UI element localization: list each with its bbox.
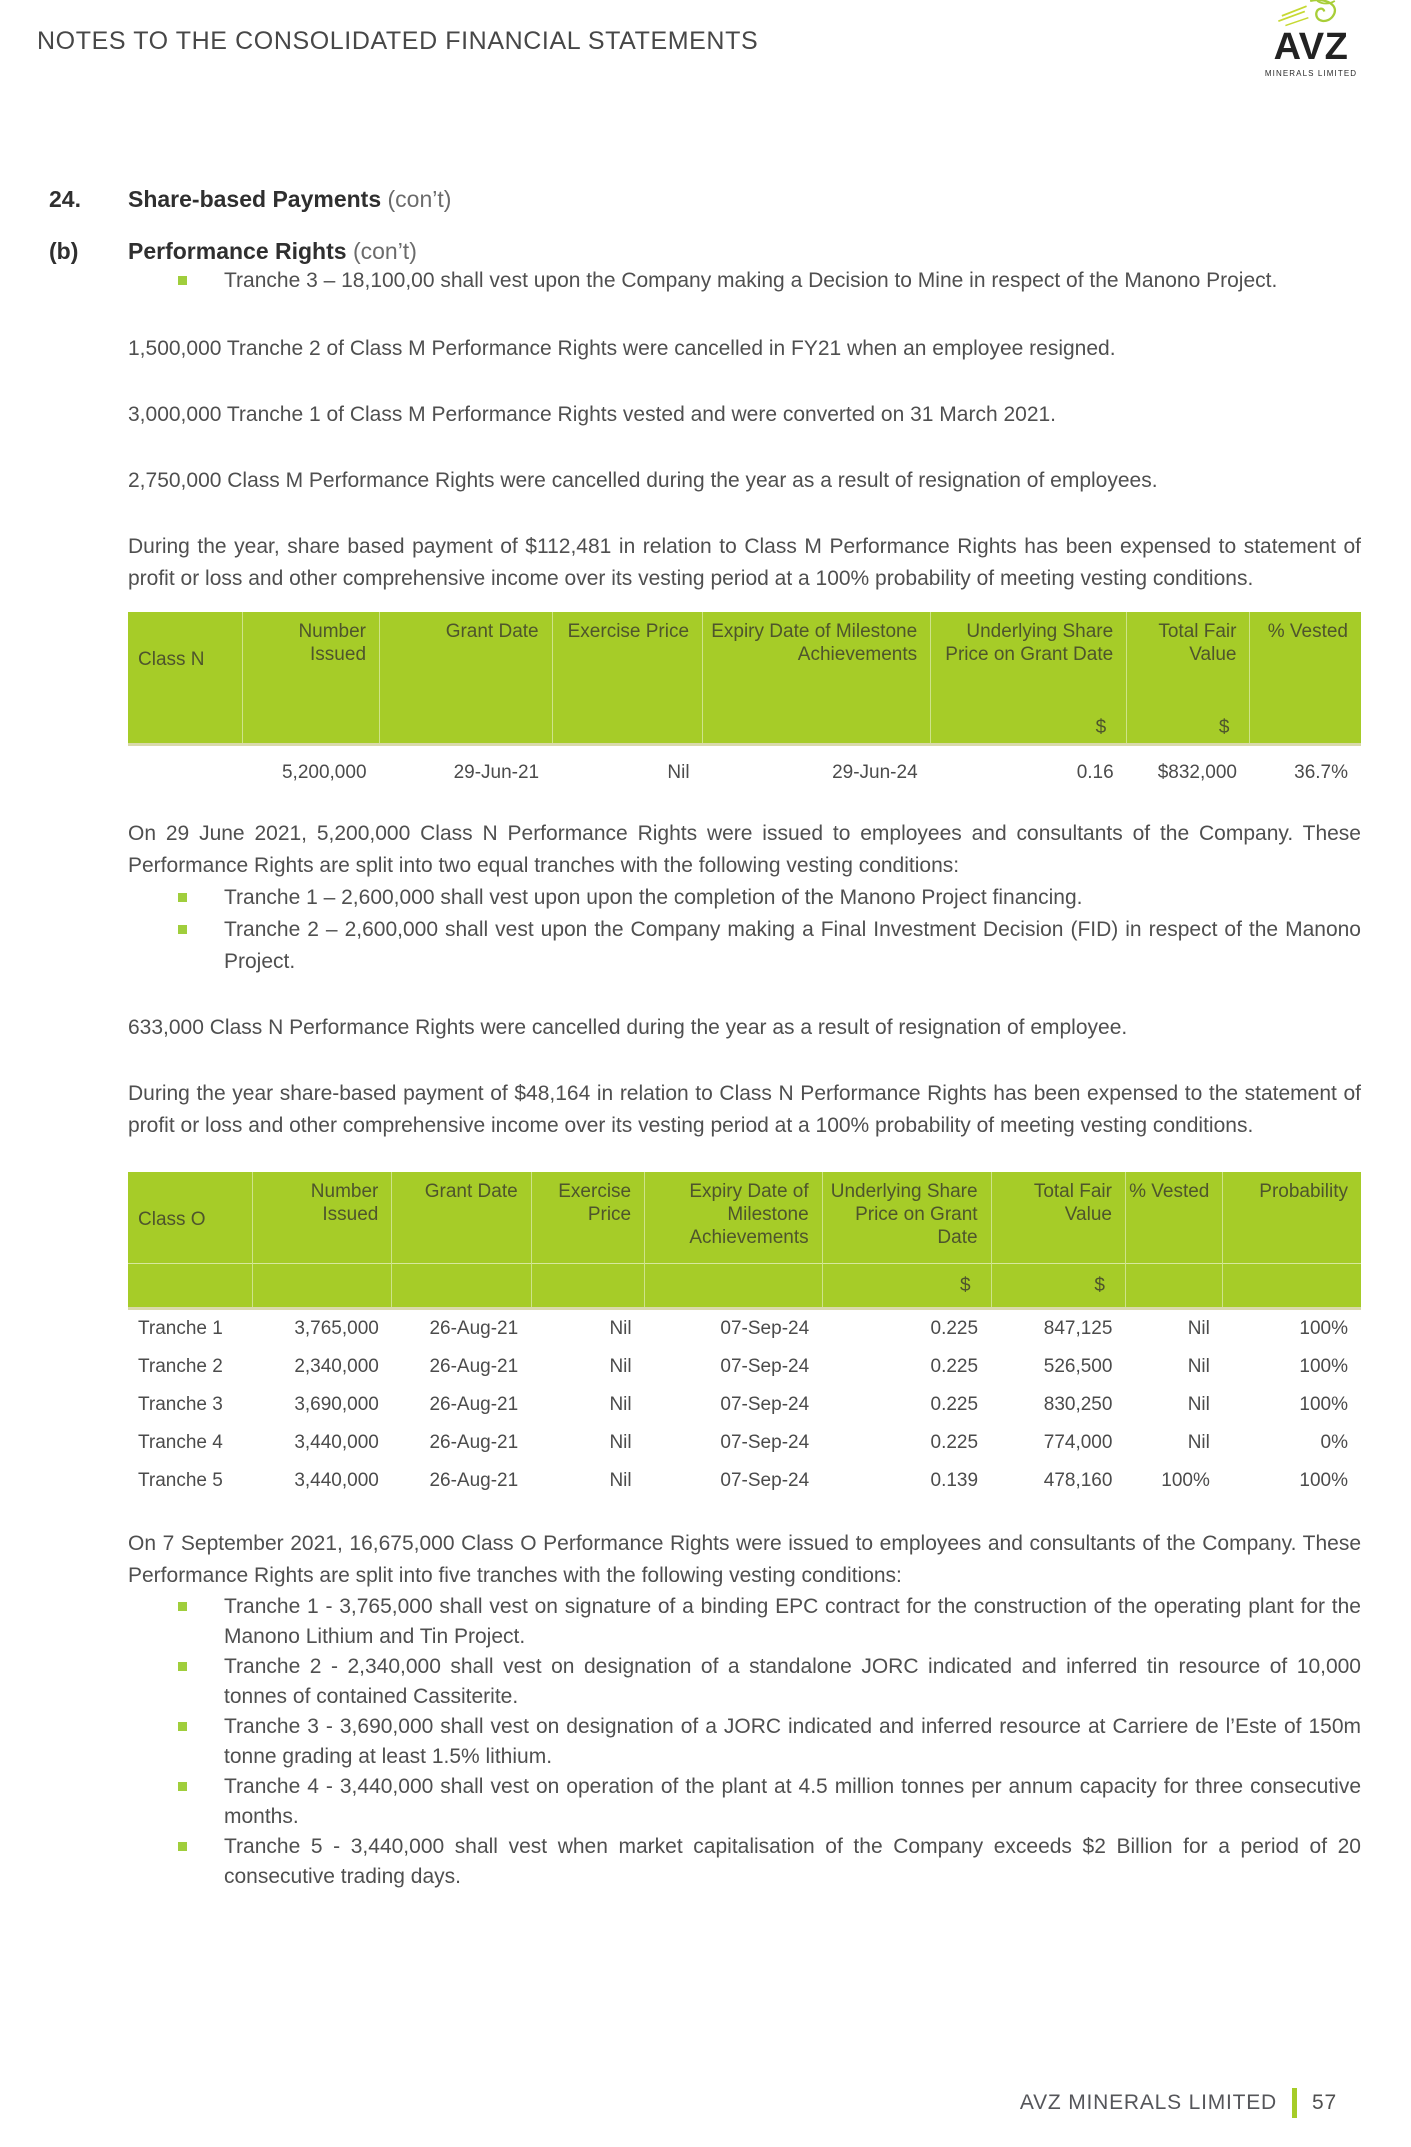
unit-cell [253,1264,392,1309]
unit-cell [392,1264,531,1309]
footer-page-number: 57 [1312,2091,1337,2114]
unit-cell [1250,712,1361,744]
table-cell: 3,440,000 [294,1470,379,1491]
table-cell: Tranche 5 [138,1470,223,1491]
table-cell: 0.139 [930,1470,979,1491]
table-unit-row [128,712,1361,744]
table-cell: Nil [609,1318,632,1339]
table-cell: 3,765,000 [294,1318,379,1339]
table-cell: 36.7% [1294,761,1348,783]
bullet-item [128,1772,1361,1832]
class-n-table [128,612,1361,800]
bullet-text: Tranche 5 - 3,440,000 shall vest when market capitalisation of the Company exceeds $2 Billion for a period of 20 consecutive trading days. [224,1835,1361,1888]
bullet-item [128,914,1361,978]
company-logo [1263,0,1359,78]
header-cell: % Vested [1125,1172,1222,1264]
table-cell: 29-Jun-21 [453,761,540,783]
subsection-number: (b) [49,238,79,264]
table-cell: Nil [609,1470,632,1491]
subsection-heading [49,237,1361,265]
table-cell: 478,160 [1043,1470,1113,1491]
table-cell: 29-Jun-24 [832,761,918,783]
bullet-item [128,1712,1361,1772]
bullet-text: Tranche 2 – 2,600,000 shall vest upon the Company making a Final Investment Decision (FID) in respect of the Manono Project. [224,917,1361,973]
bullet-square-icon [178,1722,187,1731]
unit-cell: $ [1127,712,1250,744]
bullet-square-icon [178,276,187,285]
unit-cell [128,1264,253,1309]
footer-divider [1292,2088,1297,2118]
table-header-row [128,612,1361,712]
header-cell: Total Fair Value [1127,612,1250,712]
header-cell: Exercise Price [531,1172,644,1264]
table-cell: 100% [1299,1470,1348,1491]
table-row [128,1386,1361,1424]
subsection-suffix: (con’t) [352,238,417,264]
paragraph: On 7 September 2021, 16,675,000 Class O Performance Rights were issued to employees and consultants of the Company. These Performance Rights are split into five tranches with the following vesting conditions: [128,1532,1361,1587]
class-n-bullet-list [128,882,1361,978]
table-row [128,744,1361,800]
unit-cell: $ [822,1264,991,1309]
table-cell: 2,340,000 [294,1356,379,1377]
header-cell: Expiry Date of Milestone Achievements [645,1172,823,1264]
table-cell: $832,000 [1157,761,1237,783]
paragraph: 1,500,000 Tranche 2 of Class M Performance Rights were cancelled in FY21 when an employee resigned. [128,337,1116,360]
table-cell: 0% [1320,1432,1348,1453]
table-cell: 774,000 [1043,1432,1113,1453]
table-cell: Tranche 2 [138,1356,223,1377]
unit-cell [1125,1264,1222,1309]
table-cell: 3,440,000 [294,1432,379,1453]
bullet-square-icon [178,1842,187,1851]
table-cell: 100% [1299,1356,1348,1377]
table-cell: 5,200,000 [281,761,367,783]
table-cell: 0.225 [930,1318,979,1339]
header-cell: % Vested [1250,612,1361,712]
bullet-item [128,882,1361,914]
page-body [49,185,1361,1892]
unit-cell [531,1264,644,1309]
table-cell: 526,500 [1043,1356,1113,1377]
table-row [128,1462,1361,1500]
table-cell: 0.16 [1076,761,1114,783]
table-cell [128,744,243,800]
table-cell: 3,690,000 [294,1394,379,1415]
class-o-bullet-list [128,1592,1361,1892]
table-cell: 100% [1161,1470,1210,1491]
table-cell: 07-Sep-24 [720,1318,810,1339]
bullet-text: Tranche 3 – 18,100,00 shall vest upon the Company making a Decision to Mine in respect of the Manono Project. [224,269,1278,292]
table-cell: 26-Aug-21 [429,1470,519,1491]
table-cell: 0.225 [930,1394,979,1415]
header-cell: Probability [1223,1172,1361,1264]
unit-cell [1223,1264,1361,1309]
bullet-square-icon [178,1602,187,1611]
bullet-text: Tranche 1 - 3,765,000 shall vest on signature of a binding EPC contract for the construction of the operating plant for the Manono Lithium and Tin Project. [224,1595,1361,1648]
bullet-text: Tranche 1 – 2,600,000 shall vest upon upon the completion of the Manono Project financing. [224,885,1083,909]
table-cell: Nil [1187,1432,1210,1453]
header-cell: Number Issued [253,1172,392,1264]
table-row [128,1348,1361,1386]
header-cell: Underlying Share Price on Grant Date [931,612,1127,712]
table-cell: Nil [609,1432,632,1453]
section-title: Share-based Payments [128,186,382,212]
unit-cell [243,712,380,744]
table-cell: Tranche 1 [138,1318,223,1339]
footer-company-name: AVZ MINERALS LIMITED [1019,2091,1278,2114]
table-cell: 07-Sep-24 [720,1394,810,1415]
section-suffix: (con’t) [387,186,452,212]
table-unit-row [128,1264,1361,1309]
bullet-text: Tranche 2 - 2,340,000 shall vest on designation of a standalone JORC indicated and inferred tin resource of 10,000 tonnes of contained Cassiterite. [224,1655,1361,1708]
table-cell: 26-Aug-21 [429,1432,519,1453]
table-cell: 0.225 [930,1432,979,1453]
bullet-item [128,1832,1361,1892]
bullet-text: Tranche 4 - 3,440,000 shall vest on operation of the plant at 4.5 million tonnes per annum capacity for three consecutive months. [224,1775,1361,1828]
table-cell: 26-Aug-21 [429,1318,519,1339]
unit-cell: $ [931,712,1127,744]
table-cell: 26-Aug-21 [429,1394,519,1415]
unit-cell [645,1264,823,1309]
header-cell: Grant Date [392,1172,531,1264]
paragraph: 3,000,000 Tranche 1 of Class M Performance Rights vested and were converted on 31 March 2021. [128,403,1057,426]
table-cell: 100% [1299,1394,1348,1415]
paragraph: 2,750,000 Class M Performance Rights were cancelled during the year as a result of resignation of employees. [128,469,1158,492]
table-header-row [128,1172,1361,1264]
table-cell: Nil [1187,1318,1210,1339]
page-title: NOTES TO THE CONSOLIDATED FINANCIAL STATEMENTS [37,27,759,55]
class-o-table [128,1172,1361,1501]
bullet-square-icon [178,1662,187,1671]
table-cell: 100% [1299,1318,1348,1339]
bullet-text: Tranche 3 - 3,690,000 shall vest on designation of a JORC indicated and inferred resource at Carriere de l’Este of 150m tonne grading at least 1.5% lithium. [224,1715,1361,1768]
table-cell: Nil [609,1394,632,1415]
class-m-bullet-list [128,265,1361,297]
header-cell: Total Fair Value [991,1172,1125,1264]
table-cell: Tranche 4 [138,1432,223,1453]
header-cell: Expiry Date of Milestone Achievements [703,612,931,712]
table-cell: Nil [1187,1394,1210,1415]
paragraph: During the year share-based payment of $48,164 in relation to Class N Performance Rights has been expensed to the statement of profit or loss and other comprehensive income over its vesting period at a 100% probability of meeting vesting conditions. [128,1081,1361,1137]
unit-cell [552,712,702,744]
header-cell: Exercise Price [552,612,702,712]
section-number: 24. [49,186,81,212]
header-cell: Grant Date [380,612,553,712]
bullet-item [128,1592,1361,1652]
header-cell: Class O [128,1172,253,1264]
table-cell: 847,125 [1043,1318,1113,1339]
paragraph: On 29 June 2021, 5,200,000 Class N Performance Rights were issued to employees and consultants of the Company. These Performance Rights are split into two equal tranches with the following vesting conditions: [128,821,1361,877]
table-cell: Tranche 3 [138,1394,223,1415]
unit-cell [380,712,553,744]
paragraph: During the year, share based payment of $112,481 in relation to Class M Performance Rights has been expensed to statement of profit or loss and other comprehensive income over its vesting period at a 100% probability of meeting vesting conditions. [128,535,1361,590]
table-row [128,1309,1361,1349]
bullet-square-icon [178,925,187,934]
bullet-item [128,1652,1361,1712]
logo-wordmark: AVZ [1273,26,1349,68]
table-cell: 07-Sep-24 [720,1470,810,1491]
unit-cell [128,712,243,744]
bullet-square-icon [178,1782,187,1791]
table-cell: Nil [1187,1356,1210,1377]
bullet-square-icon [178,893,187,902]
section-heading [49,185,1361,213]
header-cell: Number Issued [243,612,380,712]
logo-tagline: MINERALS LIMITED [1264,69,1358,78]
header-cell: Class N [128,612,243,712]
bullet-item [128,265,1361,297]
table-row [128,1424,1361,1462]
table-cell: 07-Sep-24 [720,1356,810,1377]
table-cell: 0.225 [930,1356,979,1377]
subsection-title: Performance Rights [128,238,347,264]
unit-cell [703,712,931,744]
table-cell: 07-Sep-24 [720,1432,810,1453]
table-cell: Nil [667,761,690,783]
table-cell: Nil [609,1356,632,1377]
paragraph: 633,000 Class N Performance Rights were cancelled during the year as a result of resignation of employee. [128,1015,1128,1039]
header-cell: Underlying Share Price on Grant Date [822,1172,991,1264]
table-cell: 830,250 [1043,1394,1113,1415]
page-footer [1020,2088,1337,2118]
unit-cell: $ [991,1264,1125,1309]
table-cell: 26-Aug-21 [429,1356,519,1377]
